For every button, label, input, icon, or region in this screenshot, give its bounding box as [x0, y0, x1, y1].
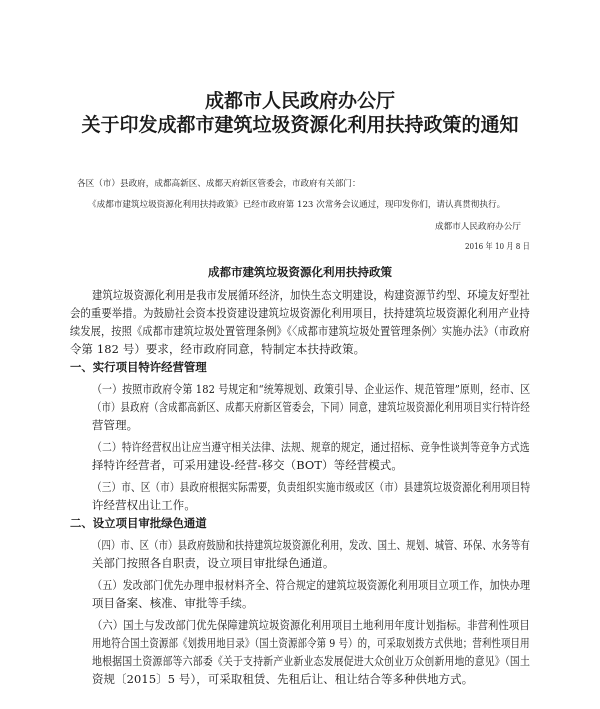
issuer-title: 成都市人民政府办公厅	[204, 90, 395, 112]
body-line: 择特许经营者，可采用建设-经营-移交（BOT）等经营模式。	[92, 458, 403, 472]
signature-date: 2016 年 10 月 8 日	[465, 242, 530, 252]
body-line: （市）县政府（含成都高新区、成都天府新区管委会，下同）同意，建筑垃圾资源化利用项目实行特许经	[92, 400, 530, 414]
section-heading-2: 二、设立项目审批绿色通道	[70, 516, 207, 530]
body-line: 许经营权出让工作。	[92, 498, 196, 512]
body-line: 令第 182 号）要求，经市政府同意，特制定本扶持政策。	[70, 342, 366, 356]
section-heading-1: 一、实行项目特许经营管理	[70, 360, 207, 374]
body-line: 项目备案、核准、审批等手续。	[92, 596, 254, 610]
body-line: 建筑垃圾资源化利用是我市发展循环经济，加快生态文明建设，构建资源节约型、环境友好型社	[92, 288, 530, 302]
body-line: 续发展，按照《成都市建筑垃圾处置管理条例》《〈成都市建筑垃圾处置管理条例〉实施办法》（市政府	[70, 324, 530, 338]
body-line: 用地符合国土资源部《划拨用地目录》（国土资源部令第 9 号）的，可采取划拨方式供地；营利性项目用	[92, 636, 530, 650]
body-line: （四）市、区（市）县政府鼓励和扶持建筑垃圾资源化利用，发改、国土、规划、城管、环保、水务等有	[92, 538, 530, 552]
body-line: 关部门按照各自职责，设立项目审批绿色通道。	[92, 556, 335, 570]
body-line: 营管理。	[92, 418, 139, 432]
body-line: （一）按照市政府令第 182 号规定和“统筹规划、政策引导、企业运作、规范管理”原则，经市、区	[92, 382, 531, 396]
body-line: （二）特许经营权出让应当遵守相关法律、法规、规章的规定，通过招标、竞争性谈判等竞争方式选	[92, 440, 530, 454]
notice-title: 关于印发成都市建筑垃圾资源化利用扶持政策的通知	[81, 114, 519, 136]
body-line: 地根据国土资源部等六部委《关于支持新产业新业态发展促进大众创业万众创新用地的意见》（国土	[92, 654, 531, 668]
body-line: （五）发改部门优先办理申报材料齐全、符合规定的建筑垃圾资源化利用项目立项工作，加快办理	[92, 578, 531, 592]
body-line: 会的重要举措。为鼓励社会资本投资建设建筑垃圾资源化利用项目，扶持建筑垃圾资源化利用产业持	[70, 306, 530, 320]
body-line: 资规〔2015〕5 号），可采取租赁、先租后让、租让结合等多种供地方式。	[92, 672, 474, 686]
body-line: （三）市、区（市）县政府根据实际需要，负责组织实施市级或区（市）县建筑垃圾资源化利用项目特	[92, 480, 531, 494]
signature-org: 成都市人民政府办公厅	[435, 222, 521, 232]
intro-line: 《成都市建筑垃圾资源化利用扶持政策》已经市政府第 123 次常务会议通过，现印发你们，请认真贯彻执行。	[88, 200, 506, 210]
body-line: （六）国土与发改部门优先保障建筑垃圾资源化利用项目土地利用年度计划指标。非营利性项目	[92, 618, 530, 632]
addressee-line: 各区（市）县政府，成都高新区、成都天府新区管委会，市政府有关部门：	[77, 179, 361, 189]
document-heading: 成都市建筑垃圾资源化利用扶持政策	[208, 265, 392, 279]
